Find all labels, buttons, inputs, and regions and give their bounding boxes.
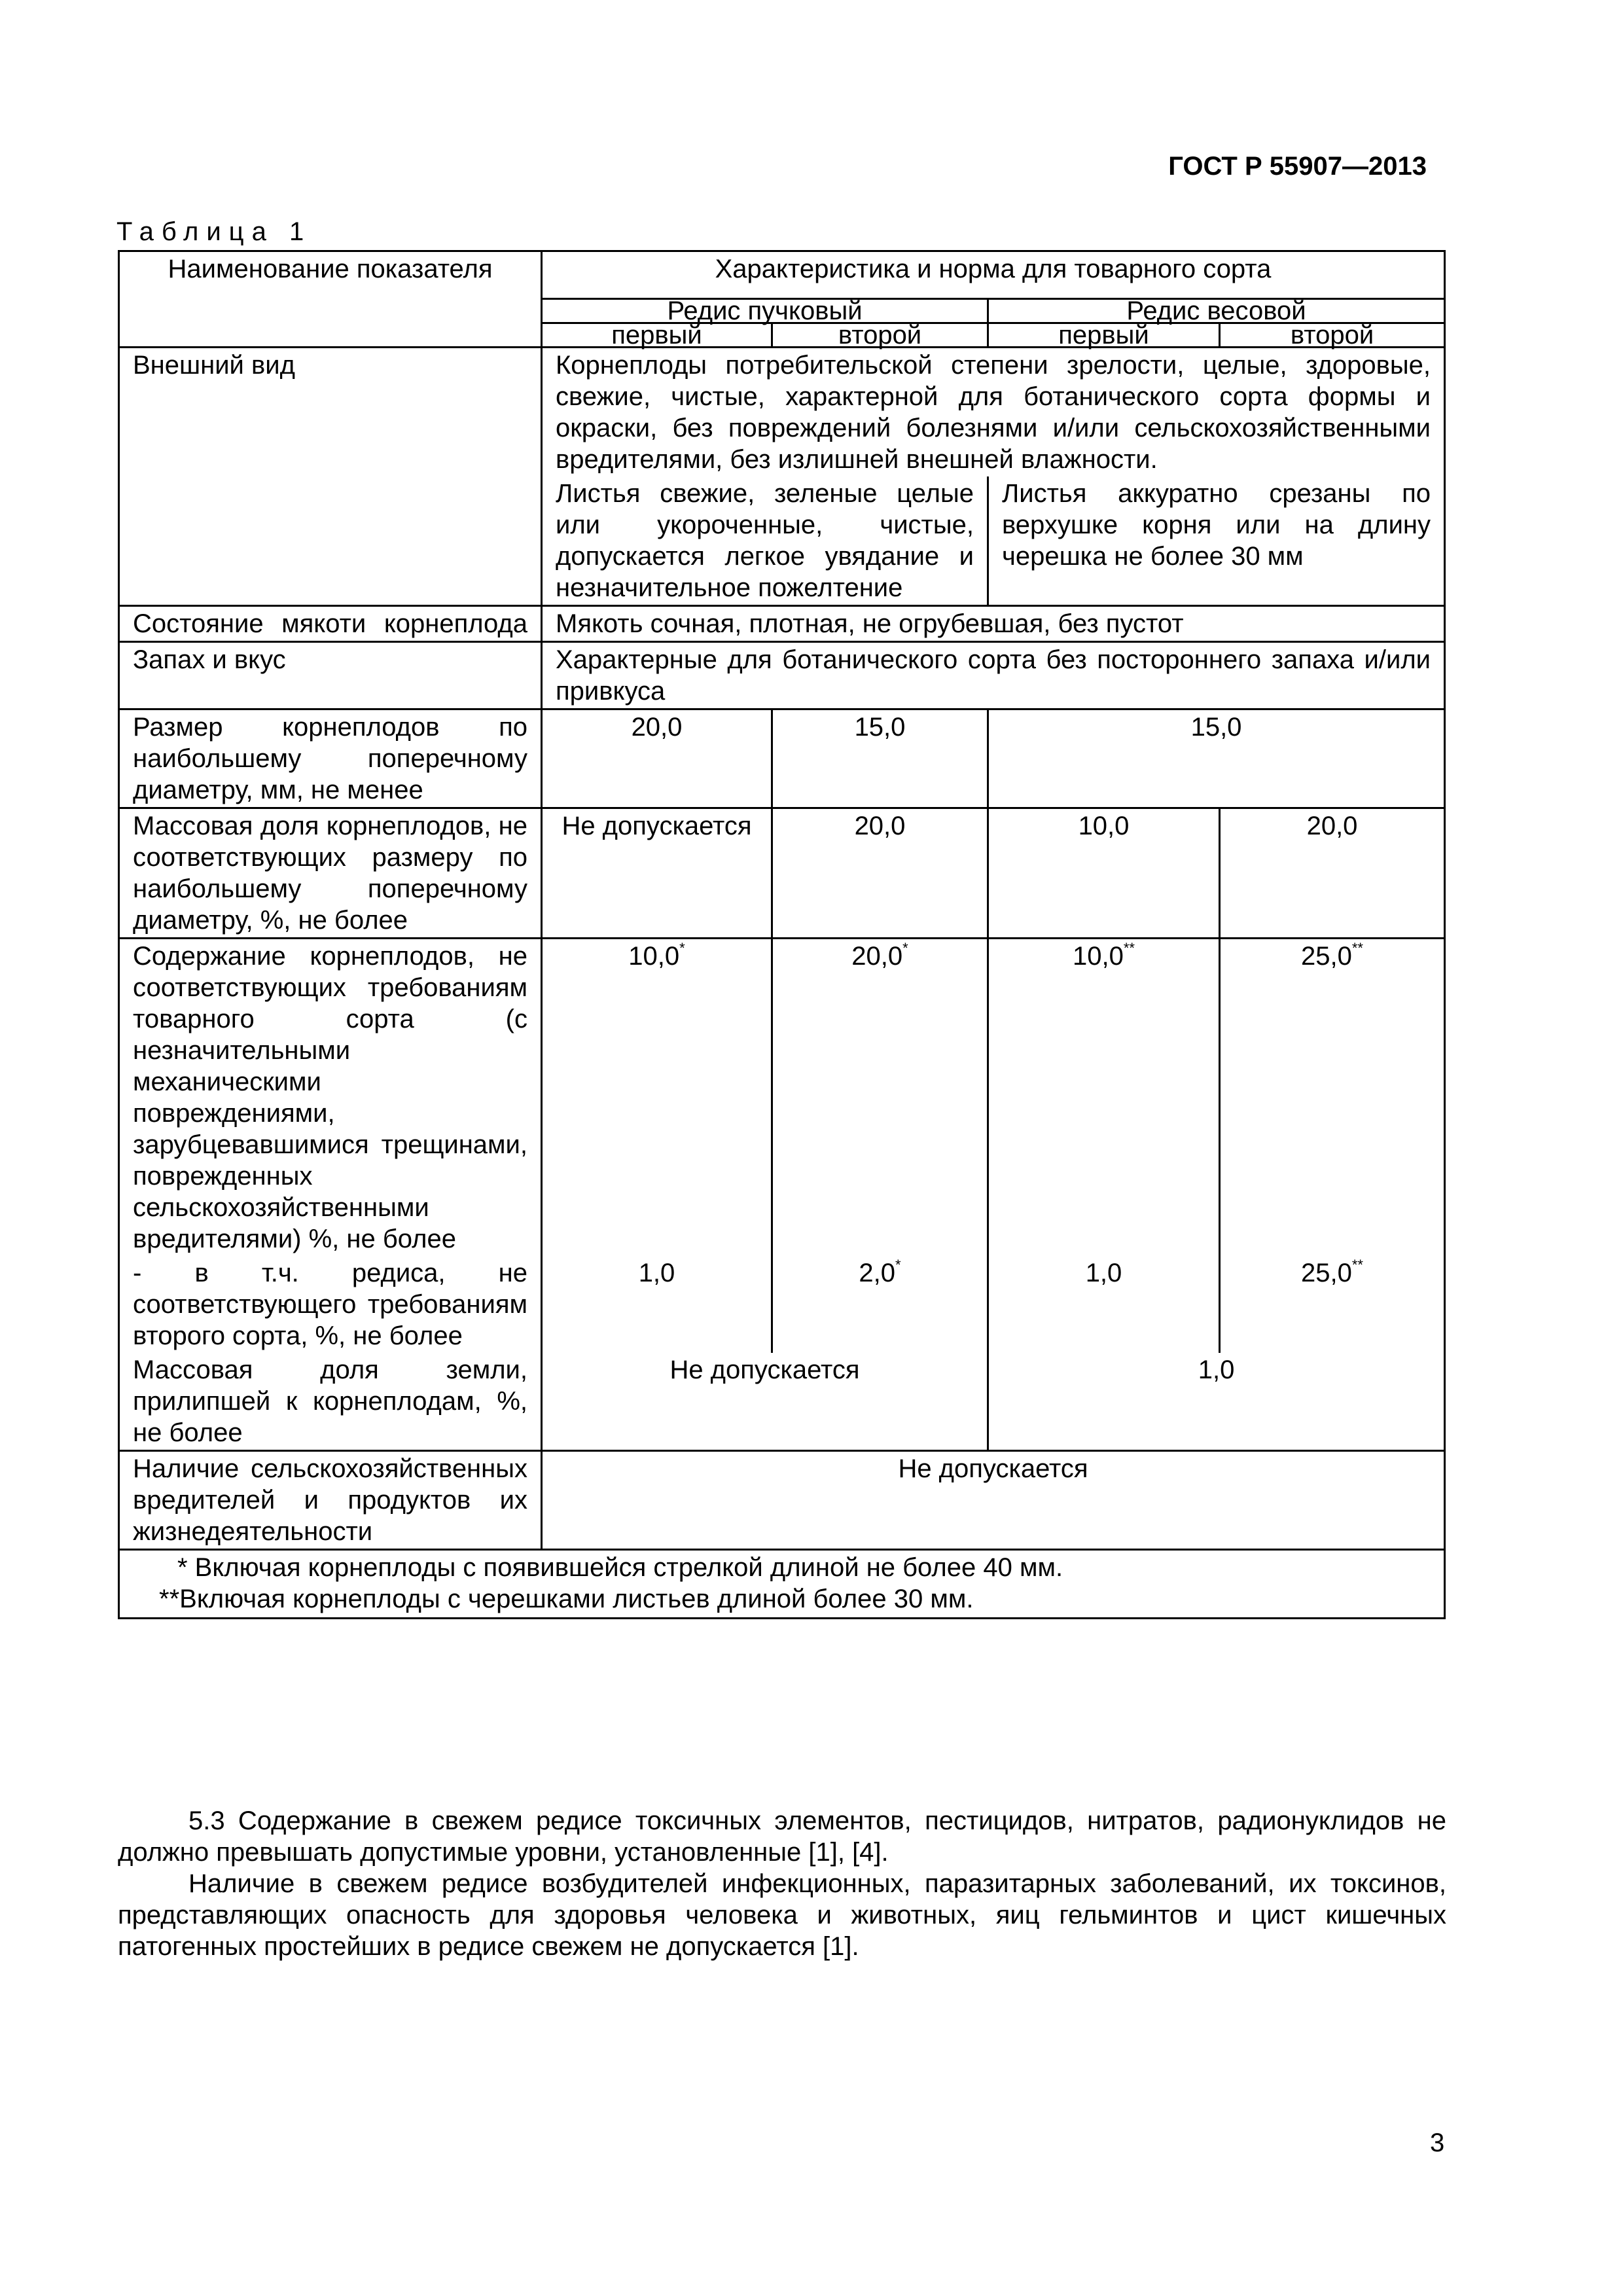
smell-value: Характерные для ботанического сорта без постороннего запаха и/или привкуса	[542, 642, 1445, 709]
pulp-value: Мякоть сочная, плотная, не огрубевшая, без пустот	[542, 606, 1445, 642]
header-sub-first-weight-label: первый	[1058, 321, 1149, 350]
appearance-bunch-note: Листья свежие, зеленые целые или укороченные, чистые, допускается легкое увядание и незначительное пожелтение	[542, 476, 988, 606]
header-sub-second-weight-label: второй	[1290, 321, 1374, 350]
content-v2-value: 20,0	[851, 942, 903, 971]
appearance-common: Корнеплоды потребительской степени зрелости, целые, здоровые, свежие, чистые, характерной для ботанического сорта формы и окраски, без повреждений болезнями и/или сельскохозяйственными вредителями, без излишней внешней влажности.	[542, 348, 1445, 477]
paragraph-pathogens: Наличие в свежем редисе возбудителей инфекционных, паразитарных заболеваний, их токсинов, представляющих опасность для здоровья человека и животных, яиц гельминтов и цист кишечных патогенных простейших в редисе свежем не допускается [1].	[118, 1869, 1446, 1961]
size-weight: 15,0	[988, 709, 1445, 808]
content-v3-value: 10,0	[1073, 942, 1124, 971]
header-group-weight-label: Редис весовой	[1126, 296, 1306, 325]
mass-share-name: Массовая доля корнеплодов, не соответствующих размеру по наибольшему поперечному диаметру, %, не более	[119, 808, 542, 939]
header-sub-first-bunch-label: первый	[611, 321, 702, 350]
appearance-weight-note: Листья аккуратно срезаны по верхушке корня или на длину черешка не более 30 мм	[988, 476, 1445, 606]
header-group-weight	[988, 296, 1445, 325]
body-text	[118, 1805, 1446, 1962]
table-header-row-1	[119, 251, 1445, 299]
smell-name: Запах и вкус	[119, 642, 542, 709]
table-footnotes	[119, 1550, 1445, 1619]
content-w2-mark: *	[895, 1257, 901, 1273]
content-w3-value: 1,0	[1085, 1259, 1122, 1287]
mass-share-weight-second: 20,0	[1220, 808, 1445, 939]
document-id: ГОСТ Р 55907—2013	[1168, 152, 1427, 181]
content-name-1: Содержание корнеплодов, не соответствующих требованиям товарного сорта (с незначительными механическими повреждениями, зарубцевавшимися трещинами, поврежденных сельскохозяйственными вредителями) %, не более	[119, 939, 542, 1257]
content-v4-value: 25,0	[1301, 942, 1352, 971]
content-v3-mark: **	[1123, 940, 1135, 956]
content-v2-mark: *	[902, 940, 908, 956]
row-footnotes	[119, 1550, 1445, 1619]
pulp-name	[119, 606, 542, 642]
row-content-second-grade	[119, 1256, 1445, 1353]
header-indicator-name: Наименование показателя	[119, 251, 542, 348]
mass-share-weight-first: 10,0	[988, 808, 1220, 939]
header-spec: Характеристика и норма для товарного сорта	[542, 251, 1445, 299]
pests-name: Наличие сельскохозяйственных вредителей и продуктов их жизнедеятельности	[119, 1451, 542, 1550]
content-w4-value: 25,0	[1301, 1259, 1352, 1287]
row-content-main	[119, 939, 1445, 1257]
paragraph-5-3: 5.3 Содержание в свежем редисе токсичных элементов, пестицидов, нитратов, радионуклидов не должно превышать допустимые уровни, установленные [1], [4].	[118, 1806, 1446, 1867]
footnote-2: **Включая корнеплоды с черешками листьев длиной более 30 мм.	[159, 1585, 974, 1613]
content-v3	[988, 939, 1220, 1257]
content-name-3: Массовая доля земли, прилипшей к корнеплодам, %, не более	[119, 1353, 542, 1451]
content-soil-weight: 1,0	[988, 1353, 1445, 1451]
content-v1-mark: *	[679, 940, 685, 956]
row-pulp	[119, 606, 1445, 642]
content-v4	[1220, 939, 1445, 1257]
row-size	[119, 709, 1445, 808]
header-sub-second-bunch	[772, 323, 988, 348]
content-w1	[542, 1256, 772, 1353]
footnote-1: * Включая корнеплоды с появившейся стрелкой длиной не более 40 мм.	[177, 1553, 1063, 1582]
header-sub-first-weight	[988, 323, 1220, 348]
header-sub-first-bunch	[542, 323, 772, 348]
size-bunch-first: 20,0	[542, 709, 772, 808]
content-w2-value: 2,0	[859, 1259, 896, 1287]
content-soil-bunch: Не допускается	[542, 1353, 988, 1451]
row-smell	[119, 642, 1445, 709]
content-w4	[1220, 1256, 1445, 1353]
size-name: Размер корнеплодов по наибольшему поперечному диаметру, мм, не менее	[119, 709, 542, 808]
header-group-bunch-label: Редис пучковый	[667, 296, 863, 325]
pests-value: Не допускается	[542, 1451, 1445, 1550]
content-w2	[772, 1256, 988, 1353]
content-v4-mark: **	[1351, 940, 1363, 956]
content-v2	[772, 939, 988, 1257]
content-w1-value: 1,0	[638, 1259, 675, 1287]
appearance-name: Внешний вид	[119, 348, 542, 606]
content-w4-mark: **	[1351, 1257, 1363, 1273]
content-name-2: - в т.ч. редиса, не соответствующего требованиям второго сорта, %, не более	[119, 1256, 542, 1353]
row-pests	[119, 1451, 1445, 1550]
page-number: 3	[1430, 2128, 1445, 2157]
pulp-name-text: Состояние мякоти корнеплода	[133, 609, 527, 638]
quality-table	[118, 250, 1446, 1619]
content-v1	[542, 939, 772, 1257]
row-mass-share	[119, 808, 1445, 939]
content-v1-value: 10,0	[628, 942, 680, 971]
header-sub-second-weight	[1220, 323, 1445, 348]
content-w3	[988, 1256, 1220, 1353]
header-group-bunch	[542, 296, 988, 325]
row-appearance	[119, 348, 1445, 477]
table-caption: Таблица 1	[116, 217, 312, 246]
row-content-soil	[119, 1353, 1445, 1451]
size-bunch-second: 15,0	[772, 709, 988, 808]
mass-share-bunch-first: Не допускается	[542, 808, 772, 939]
mass-share-bunch-second: 20,0	[772, 808, 988, 939]
header-sub-second-bunch-label: второй	[838, 321, 922, 350]
